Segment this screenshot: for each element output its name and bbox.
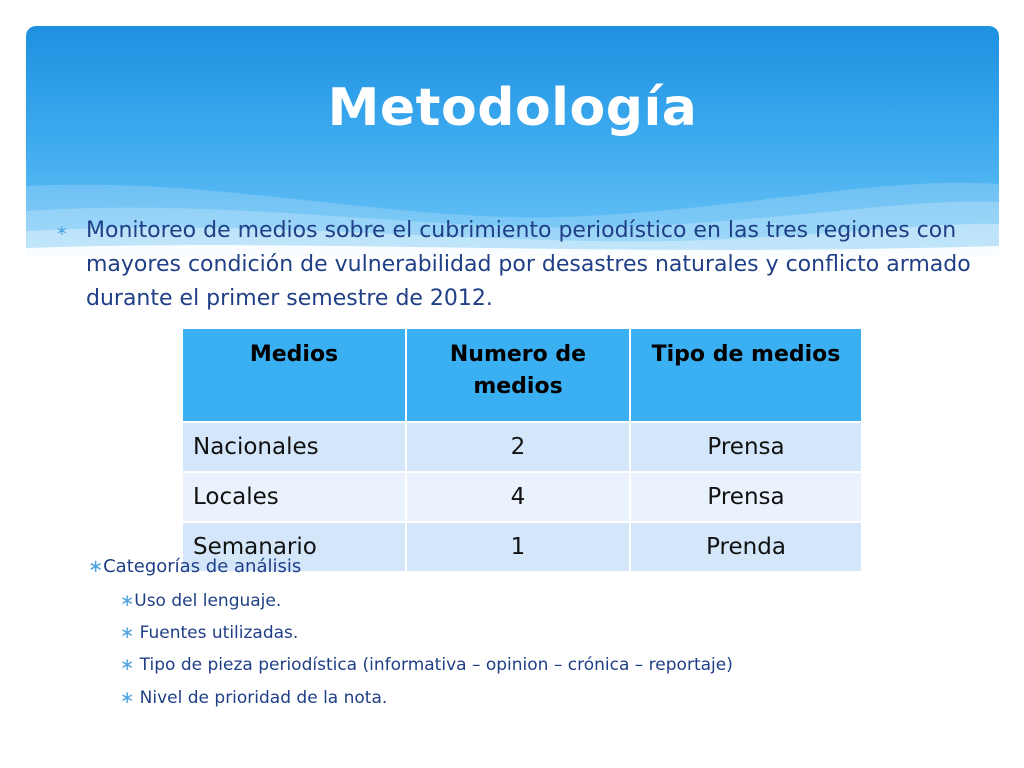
bullet-star-icon: ∗: [88, 556, 104, 577]
list-item-text: Tipo de pieza periodística (informativa – opinion – crónica – reportaje): [139, 655, 733, 675]
list-item: [120, 623, 298, 643]
table-row: [182, 422, 862, 472]
header-tipo: Tipo de medios: [630, 328, 862, 422]
cell-tipo: Prensa: [630, 472, 862, 522]
main-bullet: [56, 214, 986, 316]
list-item-text: Uso del lenguaje.: [134, 591, 282, 611]
cell-numero: 1: [406, 522, 630, 572]
categories-heading: [88, 556, 301, 577]
list-item: [120, 688, 387, 708]
bullet-star-icon: ∗: [56, 223, 68, 239]
cell-numero: 4: [406, 472, 630, 522]
list-item: [120, 591, 281, 611]
cell-medio: Locales: [182, 472, 406, 522]
cell-tipo: Prensa: [630, 422, 862, 472]
bullet-star-icon: ∗: [120, 591, 135, 611]
list-item-text: Nivel de prioridad de la nota.: [139, 688, 388, 708]
bullet-star-icon: ∗: [120, 623, 135, 643]
cell-medio: Nacionales: [182, 422, 406, 472]
table-row: [182, 472, 862, 522]
cell-medio: Semanario: [182, 522, 406, 572]
header-medios: Medios: [182, 328, 406, 422]
table-header-row: [182, 328, 862, 422]
cell-numero: 2: [406, 422, 630, 472]
bullet-star-icon: ∗: [120, 655, 135, 675]
list-item-text: Fuentes utilizadas.: [139, 623, 299, 643]
media-table: [181, 327, 863, 573]
bullet-star-icon: ∗: [120, 688, 135, 708]
header-numero: Numero de medios: [406, 328, 630, 422]
categories-heading-text: Categorías de análisis: [103, 556, 302, 577]
cell-tipo: Prenda: [630, 522, 862, 572]
list-item: [120, 655, 733, 675]
main-bullet-text: Monitoreo de medios sobre el cubrimiento periodístico en las tres regiones con mayores condición de vulnerabilidad por desastres naturales y conflicto armado durante el primer semestre de 2012.: [86, 218, 971, 311]
slide-title: Metodología: [327, 78, 698, 138]
